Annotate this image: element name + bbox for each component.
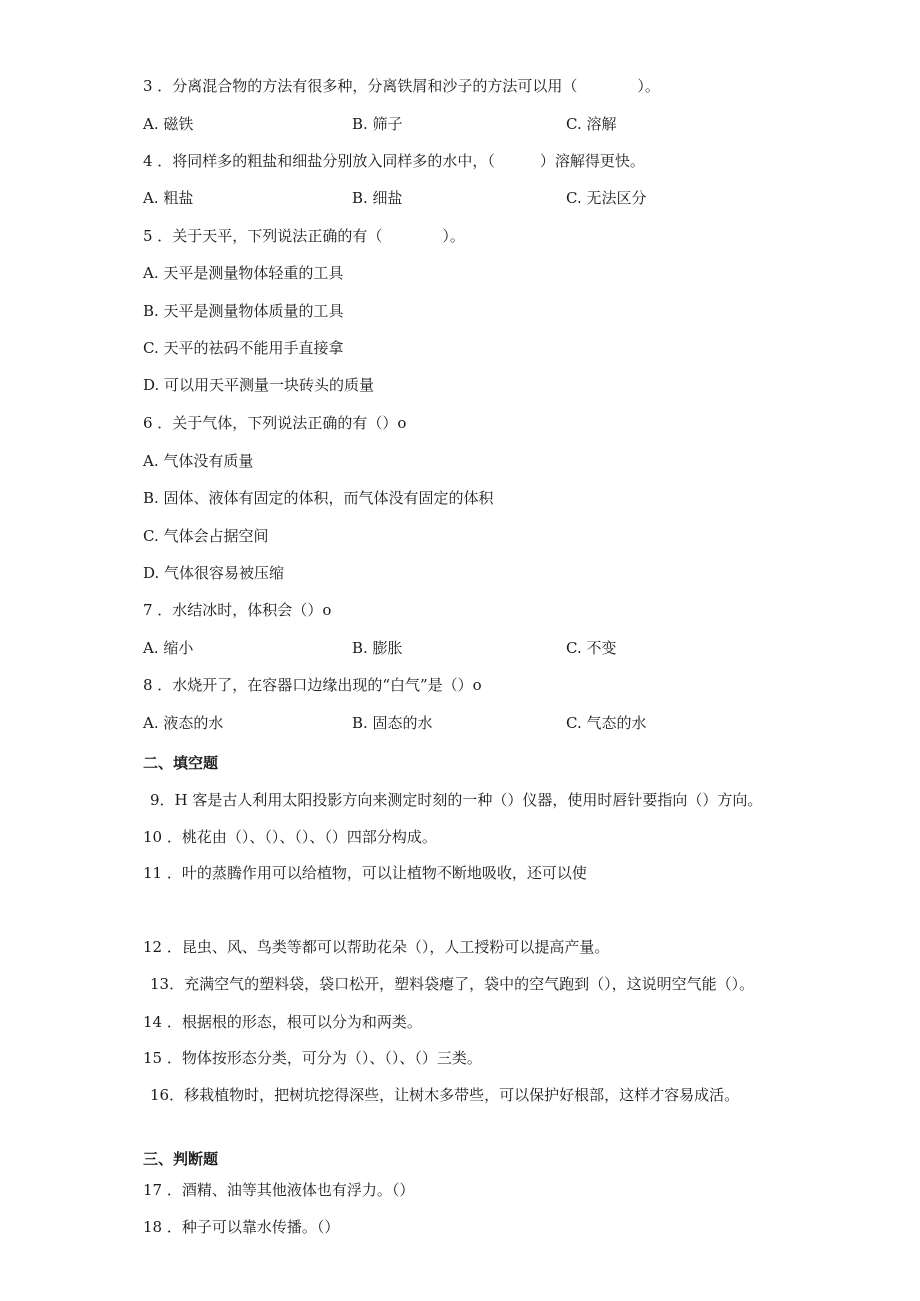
question-3-option-c: C. 溶解 [566, 115, 617, 133]
question-18: 18 ．种子可以靠水传播。（） [143, 1218, 340, 1236]
question-7-option-b: B. 膨胀 [352, 639, 403, 657]
question-6-option-c: C. 气体会占据空间 [143, 527, 269, 545]
question-8-stem: 8 ．水烧开了，在容器口边缘出现的“白气”是（）o [143, 676, 482, 694]
question-10: 10 ．桃花由（）、（）、（）、（）四部分构成。 [143, 828, 437, 846]
question-5-option-b: B. 天平是测量物体质量的工具 [143, 302, 344, 320]
question-5-option-d: D. 可以用天平测量一块砖头的质量 [143, 376, 375, 394]
question-4-option-c: C. 无法区分 [566, 189, 647, 207]
question-8-option-c: C. 气态的水 [566, 714, 647, 732]
question-6-option-b: B. 固体、液体有固定的体积，而气体没有固定的体积 [143, 489, 494, 507]
question-8-option-b: B. 固态的水 [352, 714, 433, 732]
question-12: 12 ．昆虫、风、鸟类等都可以帮助花朵（），人工授粉可以提高产量。 [143, 938, 610, 956]
question-16: 16．移栽植物时，把树坑挖得深些，让树木多带些，可以保护好根部，这样才容易成活。 [150, 1086, 740, 1104]
question-6-option-d: D. 气体很容易被压缩 [143, 564, 285, 582]
question-4-option-b: B. 细盐 [352, 189, 403, 207]
question-5-stem: 5 ．关于天平，下列说法正确的有（ ）。 [143, 227, 465, 245]
question-11: 11 ．叶的蒸腾作用可以给植物，可以让植物不断地吸收，还可以使 [143, 864, 587, 882]
question-3-option-b: B. 筛子 [352, 115, 403, 133]
question-7-stem: 7 ．水结冰时，体积会（）o [143, 601, 332, 619]
question-7-option-c: C. 不变 [566, 639, 617, 657]
question-15: 15 ．物体按形态分类，可分为（）、（）、（）三类。 [143, 1049, 482, 1067]
question-4-option-a: A. 粗盐 [143, 189, 194, 207]
question-4-stem: 4 ．将同样多的粗盐和细盐分别放入同样多的水中，（ ）溶解得更快。 [143, 152, 645, 170]
question-9: 9．H 客是古人利用太阳投影方向来测定时刻的一种（）仪器，使用时唇针要指向（）方向。 [150, 791, 763, 809]
question-6-option-a: A. 气体没有质量 [143, 452, 254, 470]
question-6-stem: 6 ．关于气体，下列说法正确的有（）o [143, 414, 407, 432]
question-7-option-a: A. 缩小 [143, 639, 194, 657]
question-3-option-a: A. 磁铁 [143, 115, 194, 133]
question-3-stem: 3 ．分离混合物的方法有很多种，分离铁屑和沙子的方法可以用（ ）。 [143, 77, 660, 95]
question-13: 13．充满空气的塑料袋，袋口松开，塑料袋瘪了，袋中的空气跑到（），这说明空气能（）。 [150, 975, 755, 993]
question-17: 17 ．酒精、油等其他液体也有浮力。（） [143, 1181, 415, 1199]
section-fill-in-heading: 二、填空题 [143, 754, 219, 772]
question-5-option-c: C. 天平的祛码不能用手直接拿 [143, 339, 344, 357]
section-true-false-heading: 三、判断题 [143, 1150, 219, 1168]
question-14: 14 ．根据根的形态，根可以分为和两类。 [143, 1013, 422, 1031]
question-5-option-a: A. 天平是测量物体轻重的工具 [143, 264, 344, 282]
question-8-option-a: A. 液态的水 [143, 714, 224, 732]
